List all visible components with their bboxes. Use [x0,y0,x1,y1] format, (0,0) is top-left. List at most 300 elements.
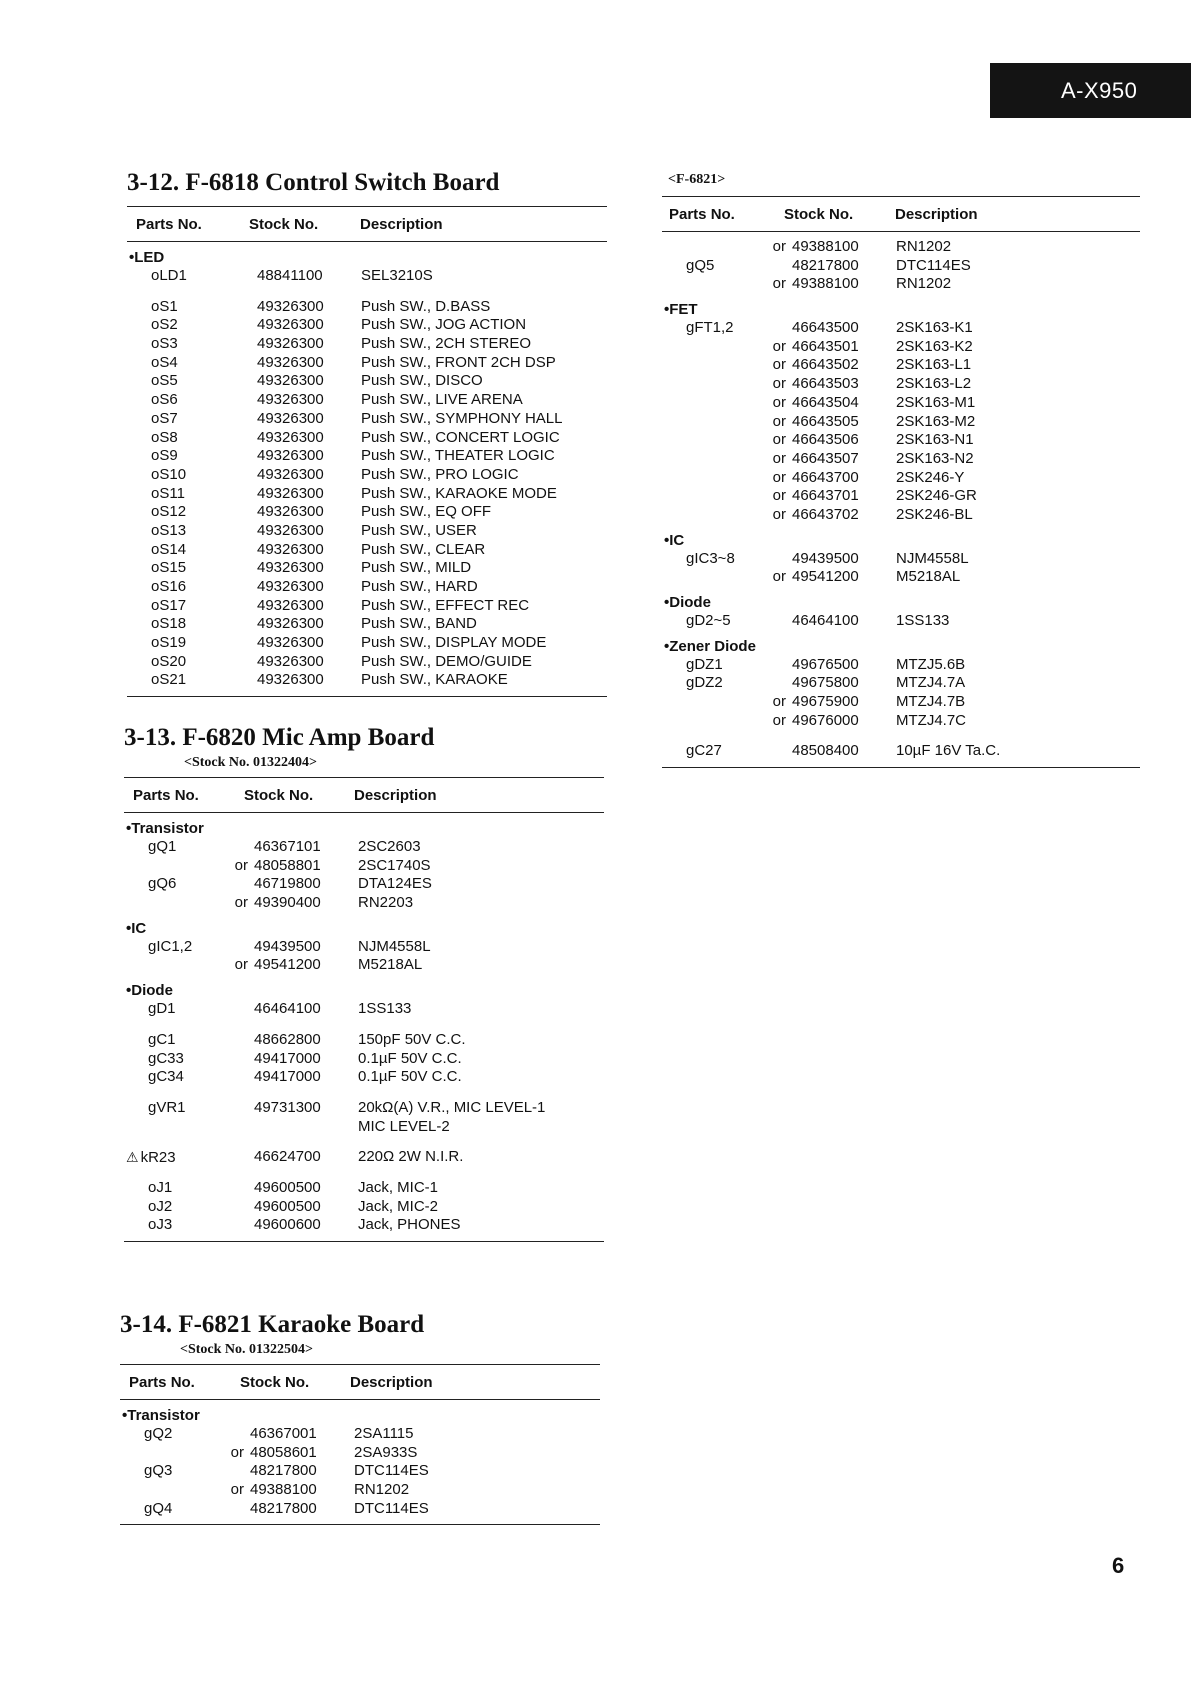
description: Push SW., DISPLAY MODE [361,634,547,652]
table-row [120,1462,600,1481]
part-number: oS7 [151,409,178,427]
table-row [127,429,607,448]
description: 1SS133 [358,1000,412,1018]
stock-number: 46367101 [254,838,321,855]
part-number: oS20 [151,652,187,670]
part-number: gIC1,2 [148,937,193,955]
stock-number [254,1118,358,1137]
stock-number: 46464100 [792,612,859,629]
description: DTC114ES [354,1499,429,1517]
alternate-or [223,578,257,597]
description: Push SW., JOG ACTION [361,316,527,334]
part-number: gDZ1 [686,655,723,673]
stock-number: 49326300 [257,484,324,502]
part-number: gQ4 [144,1499,173,1517]
part-number: oLD1 [151,267,187,284]
part-number: oS9 [151,447,178,465]
description: DTC114ES [354,1462,429,1480]
description: 2SK163-N1 [896,431,974,449]
alternate-or [220,1216,254,1235]
stock-number: 49675800 [792,674,859,692]
part-number [120,1444,216,1463]
description: RN1202 [354,1481,410,1499]
description: MTZJ5.6B [896,655,966,673]
alternate-or [223,316,257,335]
alternate-or [220,838,254,857]
part-number: gQ3 [144,1462,173,1480]
part-number: gQ5 [686,256,715,274]
stock-number: 46643501 [792,337,859,355]
alternate-or [223,653,257,672]
stock-number: 49326300 [257,521,324,539]
part-number-text: kR23 [140,1149,176,1167]
description: Push SW., KARAOKE [361,671,508,689]
part-number: oS10 [151,465,187,483]
description: Push SW., EQ OFF [361,503,492,521]
alternate-or [223,541,257,560]
stock-number: 49417000 [254,1049,321,1067]
table-row [662,319,1140,338]
stock-number: 48217800 [792,256,859,274]
section-title: 3-14. F-6821 Karaoke Board [120,1311,425,1338]
table-row [127,503,607,522]
table-row [127,671,607,690]
stock-number: 49326300 [257,671,324,689]
alternate-or [220,1099,254,1118]
part-number: oS16 [151,578,187,595]
description: Push SW., DEMO/GUIDE [361,652,532,670]
table-row [127,354,607,373]
description: 2SA1115 [354,1425,414,1442]
table-row [127,335,607,354]
table-row [124,857,604,876]
part-number: oS11 [151,484,185,502]
table-row [662,375,1140,394]
alternate-or: or [772,449,786,467]
part-number: gD2~5 [686,612,731,629]
part-number: oS15 [151,559,187,577]
alternate-or: or [772,393,786,411]
table-row [662,506,1140,525]
stock-number: 46643701 [792,487,859,505]
header-parts: Parts No. [669,205,735,223]
description: Push SW., 2CH STEREO [361,335,532,353]
alternate-or [220,1118,254,1137]
alternate-or [220,1179,254,1198]
alternate-or [220,1068,254,1087]
table-row [662,356,1140,375]
part-number: gC34 [148,1068,184,1086]
table-row [662,550,1140,569]
header-description: Description [360,215,443,233]
alternate-or [223,597,257,616]
alternate-or [223,522,257,541]
part-number: oS3 [151,335,178,353]
table-row [124,1179,604,1198]
table-row [124,875,604,894]
stock-number: 49439500 [792,549,859,567]
description: 2SK246-Y [896,468,965,486]
part-number: oS8 [151,428,178,446]
part-number [120,1481,216,1500]
table-row [124,1000,604,1019]
alternate-or [223,372,257,391]
parts-table-body [120,1400,600,1518]
description: MIC LEVEL-2 [358,1117,450,1135]
table-row [124,838,604,857]
stock-number: 49326300 [257,409,324,427]
page-number: 6 [1112,1553,1125,1578]
description: SEL3210S [361,267,433,284]
stock-number: 46643506 [792,431,859,449]
table-row [127,541,607,560]
part-number: oS13 [151,521,187,539]
stock-number: 49326300 [257,391,324,409]
table-row [127,316,607,335]
section-title: 3-13. F-6820 Mic Amp Board [124,724,435,751]
part-number: oS2 [151,316,178,334]
alternate-or [220,1000,254,1019]
stock-number: 49676500 [792,655,859,673]
description: 220Ω 2W N.I.R. [358,1148,464,1166]
description: Push SW., KARAOKE MODE [361,484,557,502]
part-number: gC1 [148,1030,176,1048]
stock-number: 49600500 [254,1178,321,1196]
part-number [662,238,758,257]
alternate-or [220,1031,254,1050]
stock-number: 46643505 [792,412,859,430]
alternate-or: or [772,431,786,449]
part-number [124,857,220,876]
stock-number: 49326300 [257,559,324,577]
table-bottom-rule [662,767,1140,768]
alternate-or [223,466,257,485]
table-row [127,653,607,672]
part-number [662,338,758,357]
group-spacer [127,286,607,298]
part-number [662,450,758,469]
part-number [124,956,220,975]
description: Push SW., BAND [361,615,477,633]
alternate-or: or [234,894,248,912]
table-row [127,615,607,634]
table-bottom-rule [124,1241,604,1242]
table-row [124,1198,604,1217]
description: 2SK163-K1 [896,319,973,337]
model-name: A-X950 [1061,77,1138,103]
alternate-or [758,550,792,569]
part-number [662,394,758,413]
alternate-or [223,429,257,448]
alternate-or: or [772,275,786,293]
part-number [662,568,758,587]
part-number: oS19 [151,634,187,652]
description: 2SK246-BL [896,505,973,523]
stock-number: 48058801 [254,856,321,874]
stock-number: 49326300 [257,540,324,558]
table-row [662,413,1140,432]
stock-number: 49326300 [257,447,324,465]
part-number: oJ2 [148,1197,173,1215]
table-row [662,712,1140,731]
table-row [124,1068,604,1087]
stock-number: 46643702 [792,505,859,523]
stock-number: 49731300 [254,1098,321,1116]
description: 2SA933S [354,1443,418,1461]
table-row [662,394,1140,413]
header-parts: Parts No. [129,1373,195,1391]
stock-number: 49326300 [257,297,324,315]
alternate-or [220,1148,254,1167]
table-row [662,238,1140,257]
table-row [127,410,607,429]
part-number [662,275,758,294]
part-number [662,431,758,450]
alternate-or [223,559,257,578]
part-number: gQ1 [148,838,177,855]
stock-number: 46624700 [254,1148,321,1166]
description: 2SK163-N2 [896,449,974,467]
description: 2SC2603 [358,838,421,855]
stock-number: 48217800 [250,1462,317,1480]
description: Push SW., EFFECT REC [361,596,530,614]
alternate-or: or [234,956,248,974]
stock-number: 49326300 [257,503,324,521]
description: 0.1µF 50V C.C. [358,1049,462,1067]
stock-number: 49326300 [257,652,324,670]
table-row [662,693,1140,712]
part-number: oS1 [151,297,178,315]
table-row [662,431,1140,450]
parts-table-body [124,813,604,1235]
alternate-or: or [772,487,786,505]
description: DTC114ES [896,256,971,274]
alternate-or [758,319,792,338]
description: Push SW., DISCO [361,372,483,390]
description: 2SK246-GR [896,487,977,505]
description: MTZJ4.7A [896,674,966,692]
description: Push SW., CONCERT LOGIC [361,428,560,446]
header-parts: Parts No. [133,786,199,804]
description: Push SW., PRO LOGIC [361,465,519,483]
stock-number: 48217800 [250,1499,317,1517]
table-row [124,1099,604,1118]
stock-number: 46643500 [792,319,859,337]
table-row [127,597,607,616]
alternate-or [220,875,254,894]
section-stock-number: <Stock No. 01322504> [180,1342,314,1357]
alternate-or [758,656,792,675]
description: Jack, MIC-2 [358,1197,439,1215]
table-row [124,1148,604,1167]
table-row [662,338,1140,357]
alternate-or [223,410,257,429]
header-description: Description [895,205,978,223]
alternate-or [758,257,792,276]
stock-number: 49676000 [792,711,859,729]
description: Jack, MIC-1 [358,1178,439,1196]
stock-number: 49388100 [792,238,859,255]
table-row [124,1031,604,1050]
description: NJM4558L [358,937,431,955]
alternate-or [223,354,257,373]
alternate-or: or [772,238,786,255]
alternate-or: or [772,337,786,355]
part-number: gIC3~8 [686,549,735,567]
table-header [662,197,1140,232]
alternate-or: or [772,356,786,374]
table-row [662,656,1140,675]
stock-number: 49326300 [257,428,324,446]
part-number [662,469,758,488]
table-bottom-rule [120,1524,600,1525]
group-label: •IC [126,919,147,937]
alternate-or [220,1050,254,1069]
section-stock-number: <Stock No. 01322404> [184,755,318,770]
table-row [124,956,604,975]
section-f6821-continued [662,172,1140,768]
alternate-or: or [772,468,786,486]
stock-number: 46719800 [254,875,321,893]
alternate-or [223,391,257,410]
alternate-or: or [230,1443,244,1461]
stock-number: 49326300 [257,353,324,371]
table-row [120,1425,600,1444]
description: Jack, PHONES [358,1216,461,1234]
table-row [662,257,1140,276]
table-row [127,372,607,391]
table-row [662,612,1140,631]
table-row [124,894,604,913]
description: 20kΩ(A) V.R., MIC LEVEL-1 [358,1098,546,1116]
description: Push SW., SYMPHONY HALL [361,409,563,427]
description: Push SW., USER [361,521,477,539]
table-bottom-rule [127,696,607,697]
table-header [120,1365,600,1400]
part-number [662,413,758,432]
group-label: •Transistor [126,820,204,837]
table-row [120,1481,600,1500]
description: MTZJ4.7C [896,711,967,729]
stock-number: 48662800 [254,1030,321,1048]
table-row [127,267,607,286]
table-row [127,559,607,578]
part-number: gVR1 [148,1098,186,1116]
table-row [127,634,607,653]
board-label: <F-6821> [668,172,726,187]
stock-number: 49326300 [257,615,324,633]
part-number [662,712,758,731]
alternate-or [223,485,257,504]
alternate-or: or [772,693,786,711]
table-header [124,778,604,813]
table-row [662,450,1140,469]
stock-number: 49675900 [792,693,859,711]
stock-number: 49326300 [257,335,324,353]
stock-number: 49541200 [792,568,859,586]
stock-number: 48508400 [792,742,859,760]
alternate-or [223,298,257,317]
group-spacer [662,730,1140,742]
parts-table-body [662,232,1140,761]
alternate-or [223,634,257,653]
description: NJM4558L [896,549,969,567]
table-row [127,447,607,466]
table-row [127,298,607,317]
stock-number: 48841100 [257,267,323,284]
description: 2SK163-L2 [896,375,972,393]
alternate-or [216,1462,250,1481]
stock-number: 49326300 [257,465,324,483]
part-number [662,487,758,506]
alternate-or: or [772,711,786,729]
description: RN1202 [896,275,952,293]
description: 1SS133 [896,612,950,629]
group-spacer [124,1019,604,1031]
stock-number: 46643504 [792,393,859,411]
part-number [124,894,220,913]
stock-number: 49388100 [792,275,859,293]
part-number [662,693,758,712]
group-label: •LED [129,249,165,266]
part-number: gQ2 [144,1425,173,1442]
table-row [124,1118,604,1137]
stock-number: 49326300 [257,372,324,390]
part-number [124,1148,220,1167]
alternate-or: or [772,505,786,523]
part-number: oJ3 [148,1216,173,1234]
alternate-or [758,674,792,693]
header-parts: Parts No. [136,215,202,233]
table-row [120,1500,600,1519]
stock-number: 49326300 [257,316,324,334]
table-row [662,568,1140,587]
part-number [124,1118,220,1137]
description: 2SK163-M2 [896,412,976,430]
description: RN2203 [358,894,414,912]
stock-number: 49326300 [257,596,324,614]
group-label: •Zener Diode [664,637,756,655]
part-number: gD1 [148,1000,176,1018]
part-number [662,506,758,525]
part-number: gDZ2 [686,674,723,692]
description: 150pF 50V C.C. [358,1030,466,1048]
table-row [662,742,1140,761]
group-label: •Transistor [122,1407,200,1424]
part-number: oS12 [151,503,187,521]
alternate-or: or [772,375,786,393]
group-spacer [124,1136,604,1148]
table-row [662,674,1140,693]
part-number: oS21 [151,671,187,689]
alternate-or: or [234,856,248,874]
stock-number: 49600500 [254,1197,321,1215]
part-number: oS14 [151,540,187,558]
alternate-or [223,503,257,522]
table-row [127,391,607,410]
section-3-13 [124,723,604,1242]
alternate-or [223,447,257,466]
stock-number: 49326300 [257,578,324,595]
table-row [662,275,1140,294]
alternate-or: or [772,568,786,586]
stock-number: 49390400 [254,894,321,912]
description: Push SW., CLEAR [361,540,486,558]
description: Push SW., THEATER LOGIC [361,447,555,465]
stock-number: 49541200 [254,956,321,974]
section-title: 3-12. F-6818 Control Switch Board [127,169,500,196]
safety-warning-icon: ⚠ [126,1149,139,1166]
